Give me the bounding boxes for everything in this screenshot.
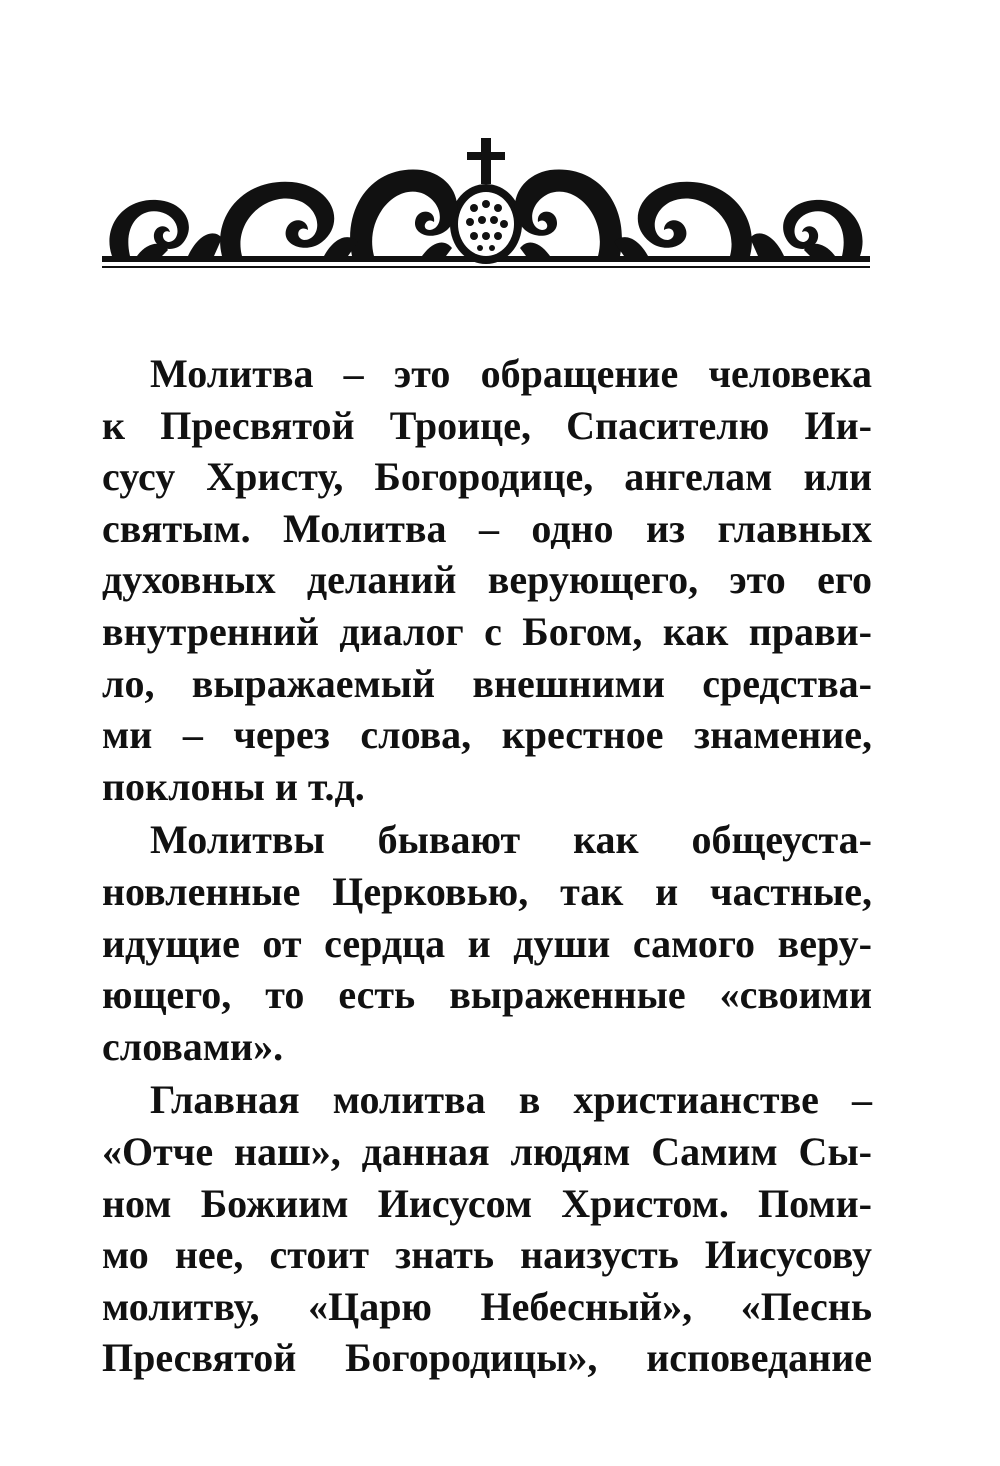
text-line: Пресвятой Богородицы», исповедание	[102, 1335, 872, 1381]
text-line: к Пресвятой Троице, Спасителю Ии-	[102, 402, 872, 448]
text-line: ющего, то есть выраженные «своими	[102, 972, 872, 1018]
text-line: идущие от сердца и души самого веру-	[102, 920, 872, 966]
text-line: мо нее, стоит знать наизусть Иисусову	[102, 1232, 872, 1278]
text-line: ми – через слова, крестное знамение,	[102, 712, 872, 758]
text-line: Главная молитва в христианстве –	[150, 1077, 872, 1123]
ornament-headpiece-icon	[102, 138, 870, 288]
text-line: словами».	[102, 1023, 284, 1069]
text-line: ном Божиим Иисусом Христом. Поми-	[102, 1180, 872, 1226]
text-line: сусу Христу, Богородице, ангелам или	[102, 454, 872, 500]
text-line: новленные Церковью, так и частные,	[102, 868, 872, 914]
body-text	[102, 348, 872, 1384]
text-line: молитву, «Царю Небесный», «Песнь	[102, 1283, 872, 1329]
text-line: духовных деланий верующего, это его	[102, 557, 872, 603]
text-line: ло, выражаемый внешними средства-	[102, 660, 872, 706]
text-line: Молитвы бывают как общеуста-	[150, 817, 872, 863]
text-line: поклоны и т.д.	[102, 763, 365, 809]
text-line: внутренний диалог с Богом, как прави-	[102, 608, 872, 654]
text-line: святым. Молитва – одно из главных	[102, 505, 872, 551]
text-line: «Отче наш», данная людям Самим Сы-	[102, 1128, 872, 1174]
text-line: Молитва – это обращение человека	[150, 351, 872, 396]
